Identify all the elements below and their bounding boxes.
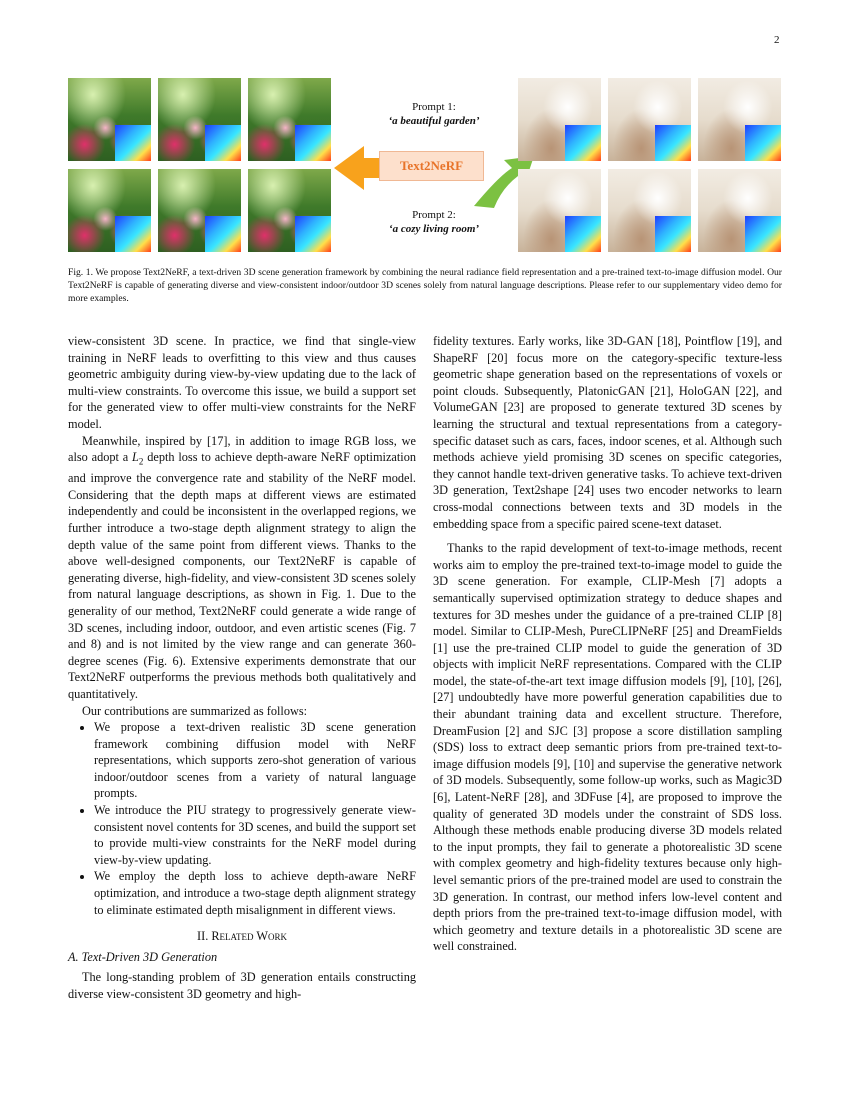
garden-image: [68, 78, 151, 161]
list-item: • We employ the depth loss to achieve depth-aware NeRF optimization, and introduce a two-stage depth alignment strategy to eliminate estimated depth misalignment in different views.: [94, 868, 416, 918]
garden-image: [158, 169, 241, 252]
depth-map-inset: [205, 216, 241, 252]
depth-map-inset: [115, 216, 151, 252]
paragraph: view-consistent 3D scene. In practice, we find that single-view training in NeRF leads to overfitting to this view and thus causes geometric ambiguity during view-by-view updating due to the lack of multi-view constraints. To overcome this issue, we build a support set for the generated view to offer multi-view constraints for the NeRF model.: [68, 334, 416, 431]
section-heading: [68, 928, 416, 945]
depth-map-inset: [565, 125, 601, 161]
math-symbol: L: [132, 450, 139, 465]
paragraph: Our contributions are summarized as follows:: [82, 703, 308, 718]
living-room-image: [698, 169, 781, 252]
garden-image: [248, 78, 331, 161]
section-title: Related Work: [211, 929, 287, 944]
contributions-list: [68, 719, 416, 918]
depth-map-inset: [295, 216, 331, 252]
prompt-2-label: Prompt 2:: [412, 209, 456, 221]
prompt-2: [364, 208, 504, 236]
living-room-image: [608, 78, 691, 161]
math-subscript: 2: [138, 456, 144, 467]
prompt-1-label: Prompt 1:: [412, 101, 456, 113]
depth-map-inset: [745, 125, 781, 161]
depth-map-inset: [295, 125, 331, 161]
text-run: Meanwhile, inspired by [17], in addition to image RGB loss, we also adopt a: [68, 433, 416, 465]
depth-map-inset: [565, 216, 601, 252]
garden-image: [248, 169, 331, 252]
living-room-image: [518, 169, 601, 252]
depth-map-inset: [655, 125, 691, 161]
list-item: • We propose a text-driven realistic 3D scene generation framework combining diffusion model with NeRF representations, which supports zero-shot generation of various indoor/outdoor scenes from a variety of natural language prompts.: [94, 719, 416, 802]
depth-map-inset: [115, 125, 151, 161]
page-number: 2: [774, 34, 780, 46]
garden-image: [68, 169, 151, 252]
text2nerf-box: Text2NeRF: [379, 151, 484, 181]
paragraph: [68, 433, 416, 703]
prompt-2-text: ‘a cozy living room’: [388, 223, 480, 235]
figure-1: [68, 78, 782, 258]
left-column: [68, 333, 416, 1003]
depth-map-inset: [655, 216, 691, 252]
depth-map-inset: [745, 216, 781, 252]
garden-image: [158, 78, 241, 161]
paragraph: The long-standing problem of 3D generation entails constructing diverse view-consistent 3D geometry and high-: [68, 970, 416, 1002]
right-column: [433, 333, 782, 955]
subsection-heading: A. Text-Driven 3D Generation: [68, 949, 218, 964]
section-number: II.: [197, 929, 212, 944]
depth-map-inset: [205, 125, 241, 161]
living-room-image: [518, 78, 601, 161]
paragraph: Thanks to the rapid development of text-to-image methods, recent works aim to employ the pre-trained text-to-image model to guide the 3D scene generation. For example, CLIP-Mesh [7] adopts a semantically supervised optimization strategy to deduce shapes and textures for 3D meshes under the guidance of a pre-trained CLIP [8] model. Similar to CLIP-Mesh, PureCLIPNeRF [25] and DreamFields [1] use the pre-trained CLIP model to guide the generation of 3D objects with implicit NeRF representations. Compared with the CLIP model, the state-of-the-art text image diffusion models [9], [10], [26], [27] undoubtedly have more powerful generation capabilities due to their abundant training data and excellent structure. Therefore, DreamFusion [2] and SJC [3] propose a score distillation sampling (SDS) loss to extract deep semantic priors from pre-trained text-to-image diffusion models [9], [10] and supervise the generative network of 3D models. Subsequently, some follow-up works, such as Magic3D [6], Latent-NeRF [28], and 3DFuse [4], are proposed to improve the quality of generated 3D models under the constraint of SDS loss. Although these methods enable producing diverse 3D models related to the input prompts, they fail to generate a photorealistic 3D scene with complex geometry and high-fidelity textures because only high-level semantic priors of the pre-trained model are used to constrain the 3D generation. In contrast, our method infers low-level content and depth priors from the pre-trained text-to-image diffusion model, with which geometry and texture details in a photorealistic 3D scene are well constrained.: [433, 541, 782, 954]
list-item: • We introduce the PIU strategy to progressively generate view-consistent novel contents for 3D scenes, and build the support set to provide multi-view constraints for the NeRF model during view-by-view updating.: [94, 802, 416, 868]
figure-caption: Fig. 1. We propose Text2NeRF, a text-driven 3D scene generation framework by combining the neural radiance field representation and a pre-trained text-to-image diffusion model. Our Text2NeRF is capable of generating diverse and view-consistent indoor/outdoor 3D scenes solely from natural language descriptions. Please refer to our supplementary video demo for more examples.: [68, 267, 782, 305]
text-run: depth loss to achieve depth-aware NeRF optimization and improve the convergence rate and stability of the NeRF model. Considering that the depth maps at different views are estimated independently and could be inconsistent in the overlapped regions, we further introduce a two-stage depth alignment strategy to align the depth value of the same point from different views. Thanks to the above well-designed components, our Text2NeRF is capable of generating diverse, high-fidelity, and view-consistent 3D scenes solely from natural language descriptions, as shown in Fig. 1. Due to the generality of our method, Text2NeRF could generate a wide range of 3D scenes, including indoor, outdoor, and even artistic scenes (Fig. 7 and 8) and is not limited by the view range and can generate 360-degree scenes (Fig. 6). Extensive experiments demonstrate that our Text2NeRF outperforms the previous methods both qualitatively and quantitatively.: [68, 450, 416, 701]
prompt-1-text: ‘a beautiful garden’: [388, 115, 480, 127]
prompt-1: [364, 100, 504, 128]
paragraph: fidelity textures. Early works, like 3D-GAN [18], Pointflow [19], and ShapeRF [20] focus more on the category-specific texture-less geometric shape generation based on the representations of voxels or point clouds. Subsequently, PlatonicGAN [21], HoloGAN [22], and VolumeGAN [23] are proposed to generate textured 3D scenes by learning the structural and textual representations from a category-specific dataset such as cars, faces, indoor scenes, et al. Although such methods achieve yield promising 3D scenes on specific categories, they cannot handle text-driven generative tasks. To achieve text-driven 3D generation, Text2shape [24] uses two encoder networks to learn cross-modal connections between texts and 3D models in the embedding space from a specific paired scene-text dataset.: [433, 334, 782, 531]
living-room-image: [698, 78, 781, 161]
living-room-image: [608, 169, 691, 252]
